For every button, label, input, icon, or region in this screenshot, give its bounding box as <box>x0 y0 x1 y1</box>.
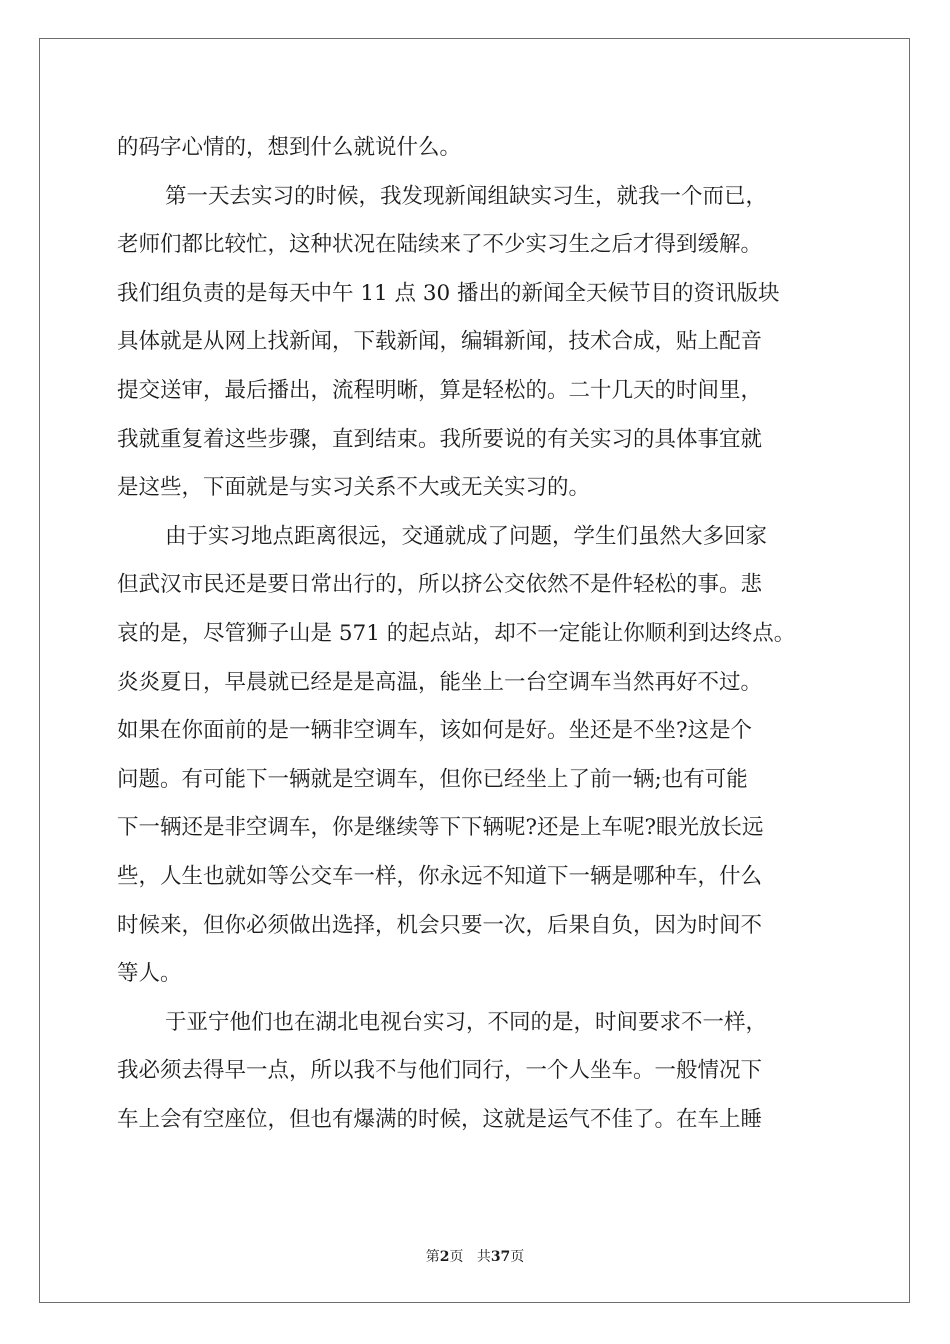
total-unit: 页 <box>510 1249 525 1265</box>
text-line: 些，人生也就如等公交车一样，你永远不知道下一辆是哪种车，什么 <box>117 863 763 889</box>
total-prefix: 共 <box>476 1249 491 1265</box>
text-line: 车上会有空座位，但也有爆满的时候，这就是运气不佳了。在车上睡 <box>117 1106 763 1132</box>
text-line: 问题。有可能下一辆就是空调车，但你已经坐上了前一辆;也有可能 <box>117 766 748 792</box>
text-line: 提交送审，最后播出，流程明晰，算是轻松的。二十几天的时间里， <box>117 377 763 403</box>
text-line: 的码字心情的，想到什么就说什么。 <box>117 135 462 160</box>
text-line: 等人。 <box>117 961 182 987</box>
paragraph-first-line: 由于实习地点距离很远，交通就成了问题，学生们虽然大多回家 <box>165 523 768 549</box>
text-line: 老师们都比较忙，这种状况在陆续来了不少实习生之后才得到缓解。 <box>117 232 763 258</box>
text-line: 时候来，但你必须做出选择，机会只要一次，后果自负，因为时间不 <box>117 912 763 938</box>
text-line: 我就重复着这些步骤，直到结束。我所要说的有关实习的具体事宜就 <box>117 426 763 452</box>
document-body <box>117 124 833 1144</box>
text-line: 如果在你面前的是一辆非空调车，该如何是好。坐还是不坐?这是个 <box>117 718 753 744</box>
text-line: 但武汉市民还是要日常出行的，所以挤公交依然不是件轻松的事。悲 <box>117 572 763 598</box>
page-prefix: 第 <box>425 1249 440 1265</box>
total-pages: 37 <box>490 1249 511 1265</box>
text-line: 我们组负责的是每天中午 11 点 30 播出的新闻全天候节目的资讯版块 <box>117 280 780 306</box>
page-number: 2 <box>439 1249 450 1265</box>
text-line: 具体就是从网上找新闻，下载新闻，编辑新闻，技术合成，贴上配音 <box>117 329 763 355</box>
text-line: 我必须去得早一点，所以我不与他们同行，一个人坐车。一般情况下 <box>117 1058 763 1084</box>
text-line: 哀的是，尽管狮子山是 571 的起点站，却不一定能让你顺利到达终点。 <box>117 620 796 646</box>
text-line: 是这些，下面就是与实习关系不大或无关实习的。 <box>117 475 591 501</box>
text-line: 下一辆还是非空调车，你是继续等下下辆呢?还是上车呢?眼光放长远 <box>117 815 764 841</box>
paragraph-first-line: 第一天去实习的时候，我发现新闻组缺实习生，就我一个而已， <box>165 183 768 209</box>
page-footer <box>0 1246 950 1266</box>
page-unit: 页 <box>449 1249 464 1265</box>
paragraph-first-line: 于亚宁他们也在湖北电视台实习，不同的是，时间要求不一样， <box>165 1009 768 1035</box>
text-line: 炎炎夏日，早晨就已经是是高温，能坐上一台空调车当然再好不过。 <box>117 669 763 695</box>
